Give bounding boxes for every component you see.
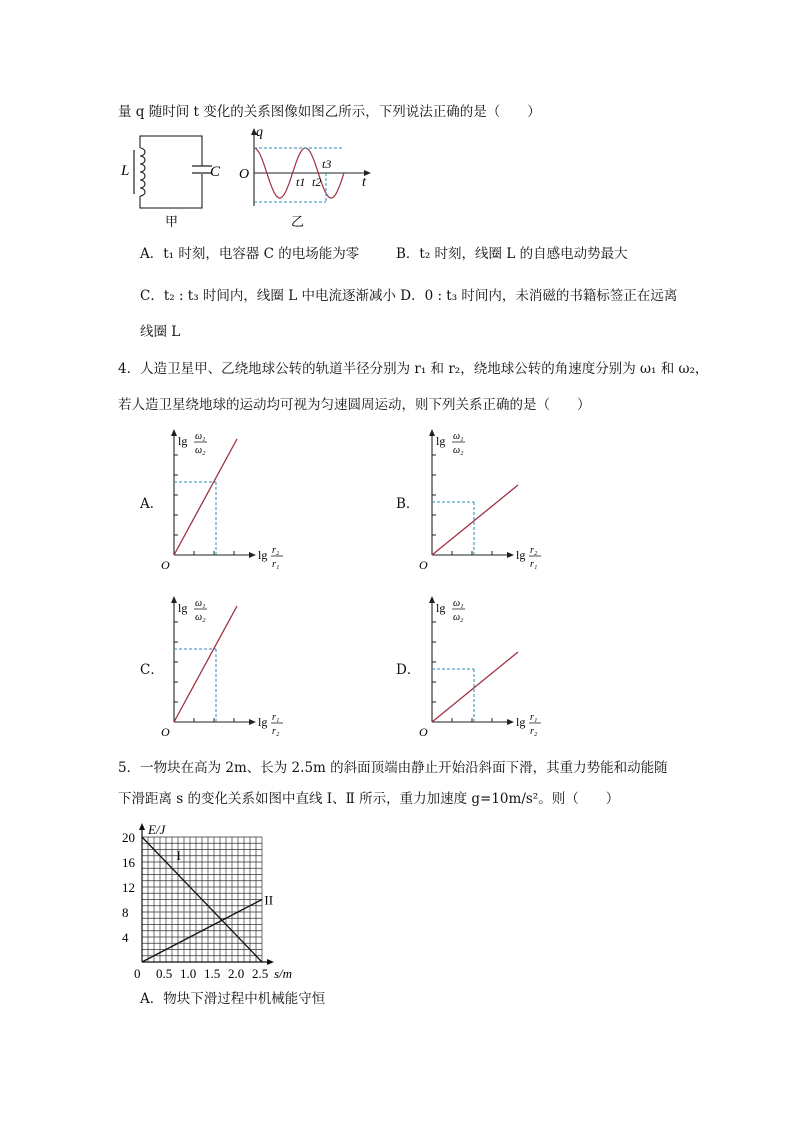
x-label-denominator: r₁	[530, 559, 538, 570]
graph-option-b	[418, 425, 548, 575]
origin-label: O	[419, 725, 428, 739]
q4-stem-line1: 4．人造卫星甲、乙绕地球公转的轨道半径分别为 r₁ 和 r₂，绕地球公转的角速度分别为 ω₁ 和 ω₂，	[118, 361, 709, 377]
y-label-denominator: ω₂	[195, 445, 206, 456]
y-label-lg: lg	[436, 601, 446, 615]
y-axis-arrow	[171, 596, 177, 603]
y-axis-label: E/J	[148, 822, 166, 837]
y-label-numerator: ω₁	[195, 431, 206, 442]
x-axis-arrow	[507, 719, 514, 725]
q3-option-b: B．t₂ 时刻，线圈 L 的自感电动势最大	[396, 246, 628, 262]
q5-option-a: A．物块下滑过程中机械能守恒	[140, 991, 326, 1007]
y-label-lg: lg	[178, 601, 188, 615]
origin-label: O	[161, 558, 170, 572]
y-tick-label: 16	[122, 855, 135, 870]
graph-line	[174, 606, 237, 722]
origin-label: O	[239, 167, 250, 182]
series-II-label: II	[264, 892, 274, 908]
series-I-label: I	[176, 848, 181, 864]
x-axis-arrow	[507, 552, 514, 558]
t-label: t	[362, 175, 366, 190]
q3-option-c-d: C．t₂ : t₃ 时间内，线圈 L 中电流逐渐减小 D．0 : t₃ 时间内，未消磁的书籍标签正在远离	[140, 288, 678, 304]
origin-label: O	[161, 725, 170, 739]
x-axis-arrow	[249, 552, 256, 558]
q5-stem-line1: 5．一物块在高为 2m、长为 2.5m 的斜面顶端由静止开始沿斜面下滑，其重力势能和动能随	[118, 760, 668, 776]
x-tick-label: 0.5	[156, 966, 173, 980]
y-label-numerator: ω₁	[453, 598, 464, 609]
y-tick-label: 12	[122, 880, 135, 895]
capacitor-label: C	[210, 164, 221, 180]
graph-line	[174, 439, 237, 555]
t3-label: t3	[322, 157, 332, 171]
graph-line	[432, 485, 518, 555]
x-label-lg: lg	[258, 548, 268, 562]
energy-chart	[118, 815, 318, 980]
graph-option-c	[160, 592, 290, 742]
x-label-numerator: r₂	[272, 545, 280, 556]
x-tick-label: 0	[134, 966, 141, 980]
y-label-numerator: ω₁	[195, 598, 206, 609]
q4-label-c: C．	[140, 662, 164, 678]
x-label-lg: lg	[516, 548, 526, 562]
y-tick-label: 8	[122, 905, 129, 920]
x-tick-label: 2.5	[252, 966, 269, 980]
t2-label: t2	[312, 175, 322, 189]
lc-circuit-diagram	[118, 128, 228, 228]
q4-label-b: B．	[396, 496, 420, 512]
y-axis-arrow	[429, 596, 435, 603]
q3-option-d-cont: 线圈 L	[140, 324, 181, 340]
x-label-numerator: r₁	[272, 712, 280, 723]
y-label-numerator: ω₁	[453, 431, 464, 442]
y-label-lg: lg	[178, 434, 188, 448]
y-label-lg: lg	[436, 434, 446, 448]
q4-label-a: A．	[140, 496, 164, 512]
x-label-denominator: r₁	[272, 559, 280, 570]
circuit-wire-loop	[140, 136, 202, 208]
x-label-lg: lg	[258, 715, 268, 729]
y-tick-label: 4	[122, 930, 129, 945]
x-axis-label: s/m	[274, 966, 293, 980]
y-axis-arrow	[429, 429, 435, 436]
graph-option-d	[418, 592, 548, 742]
origin-label: O	[419, 558, 428, 572]
x-tick-label: 2.0	[228, 966, 245, 980]
figure-yi-caption: 乙	[291, 215, 305, 228]
x-tick-label: 1.5	[204, 966, 221, 980]
x-tick-label: 1.0	[180, 966, 197, 980]
y-label-denominator: ω₂	[453, 612, 464, 623]
q-t-graph	[236, 126, 376, 228]
q4-label-d: D．	[396, 662, 421, 678]
q-label: q	[256, 126, 263, 140]
q4-stem-line2: 若人造卫星绕地球的运动均可视为匀速圆周运动，则下列关系正确的是（ ）	[118, 397, 591, 413]
figure-jia-caption: 甲	[165, 215, 179, 228]
y-axis-arrow	[139, 823, 145, 830]
y-tick-label: 20	[122, 830, 135, 845]
t1-label: t1	[296, 175, 306, 189]
y-label-denominator: ω₂	[453, 445, 464, 456]
x-label-lg: lg	[516, 715, 526, 729]
q5-stem-line2: 下滑距离 s 的变化关系如图中直线 Ⅰ、Ⅱ 所示，重力加速度 g=10m/s²。则（ ）	[118, 791, 620, 807]
inductor-label: L	[121, 163, 130, 179]
x-axis-arrow	[249, 719, 256, 725]
x-axis-arrow	[267, 959, 274, 965]
y-axis-arrow	[171, 429, 177, 436]
q3-stem: 量 q 随时间 t 变化的关系图像如图乙所示，下列说法正确的是（ ）	[118, 104, 541, 120]
x-label-denominator: r₂	[272, 726, 280, 737]
x-label-denominator: r₂	[530, 726, 538, 737]
y-label-denominator: ω₂	[195, 612, 206, 623]
graph-option-a	[160, 425, 290, 575]
x-label-numerator: r₂	[530, 545, 538, 556]
q3-option-a: A．t₁ 时刻，电容器 C 的电场能为零	[140, 246, 360, 262]
x-label-numerator: r₁	[530, 712, 538, 723]
graph-line	[432, 652, 518, 722]
